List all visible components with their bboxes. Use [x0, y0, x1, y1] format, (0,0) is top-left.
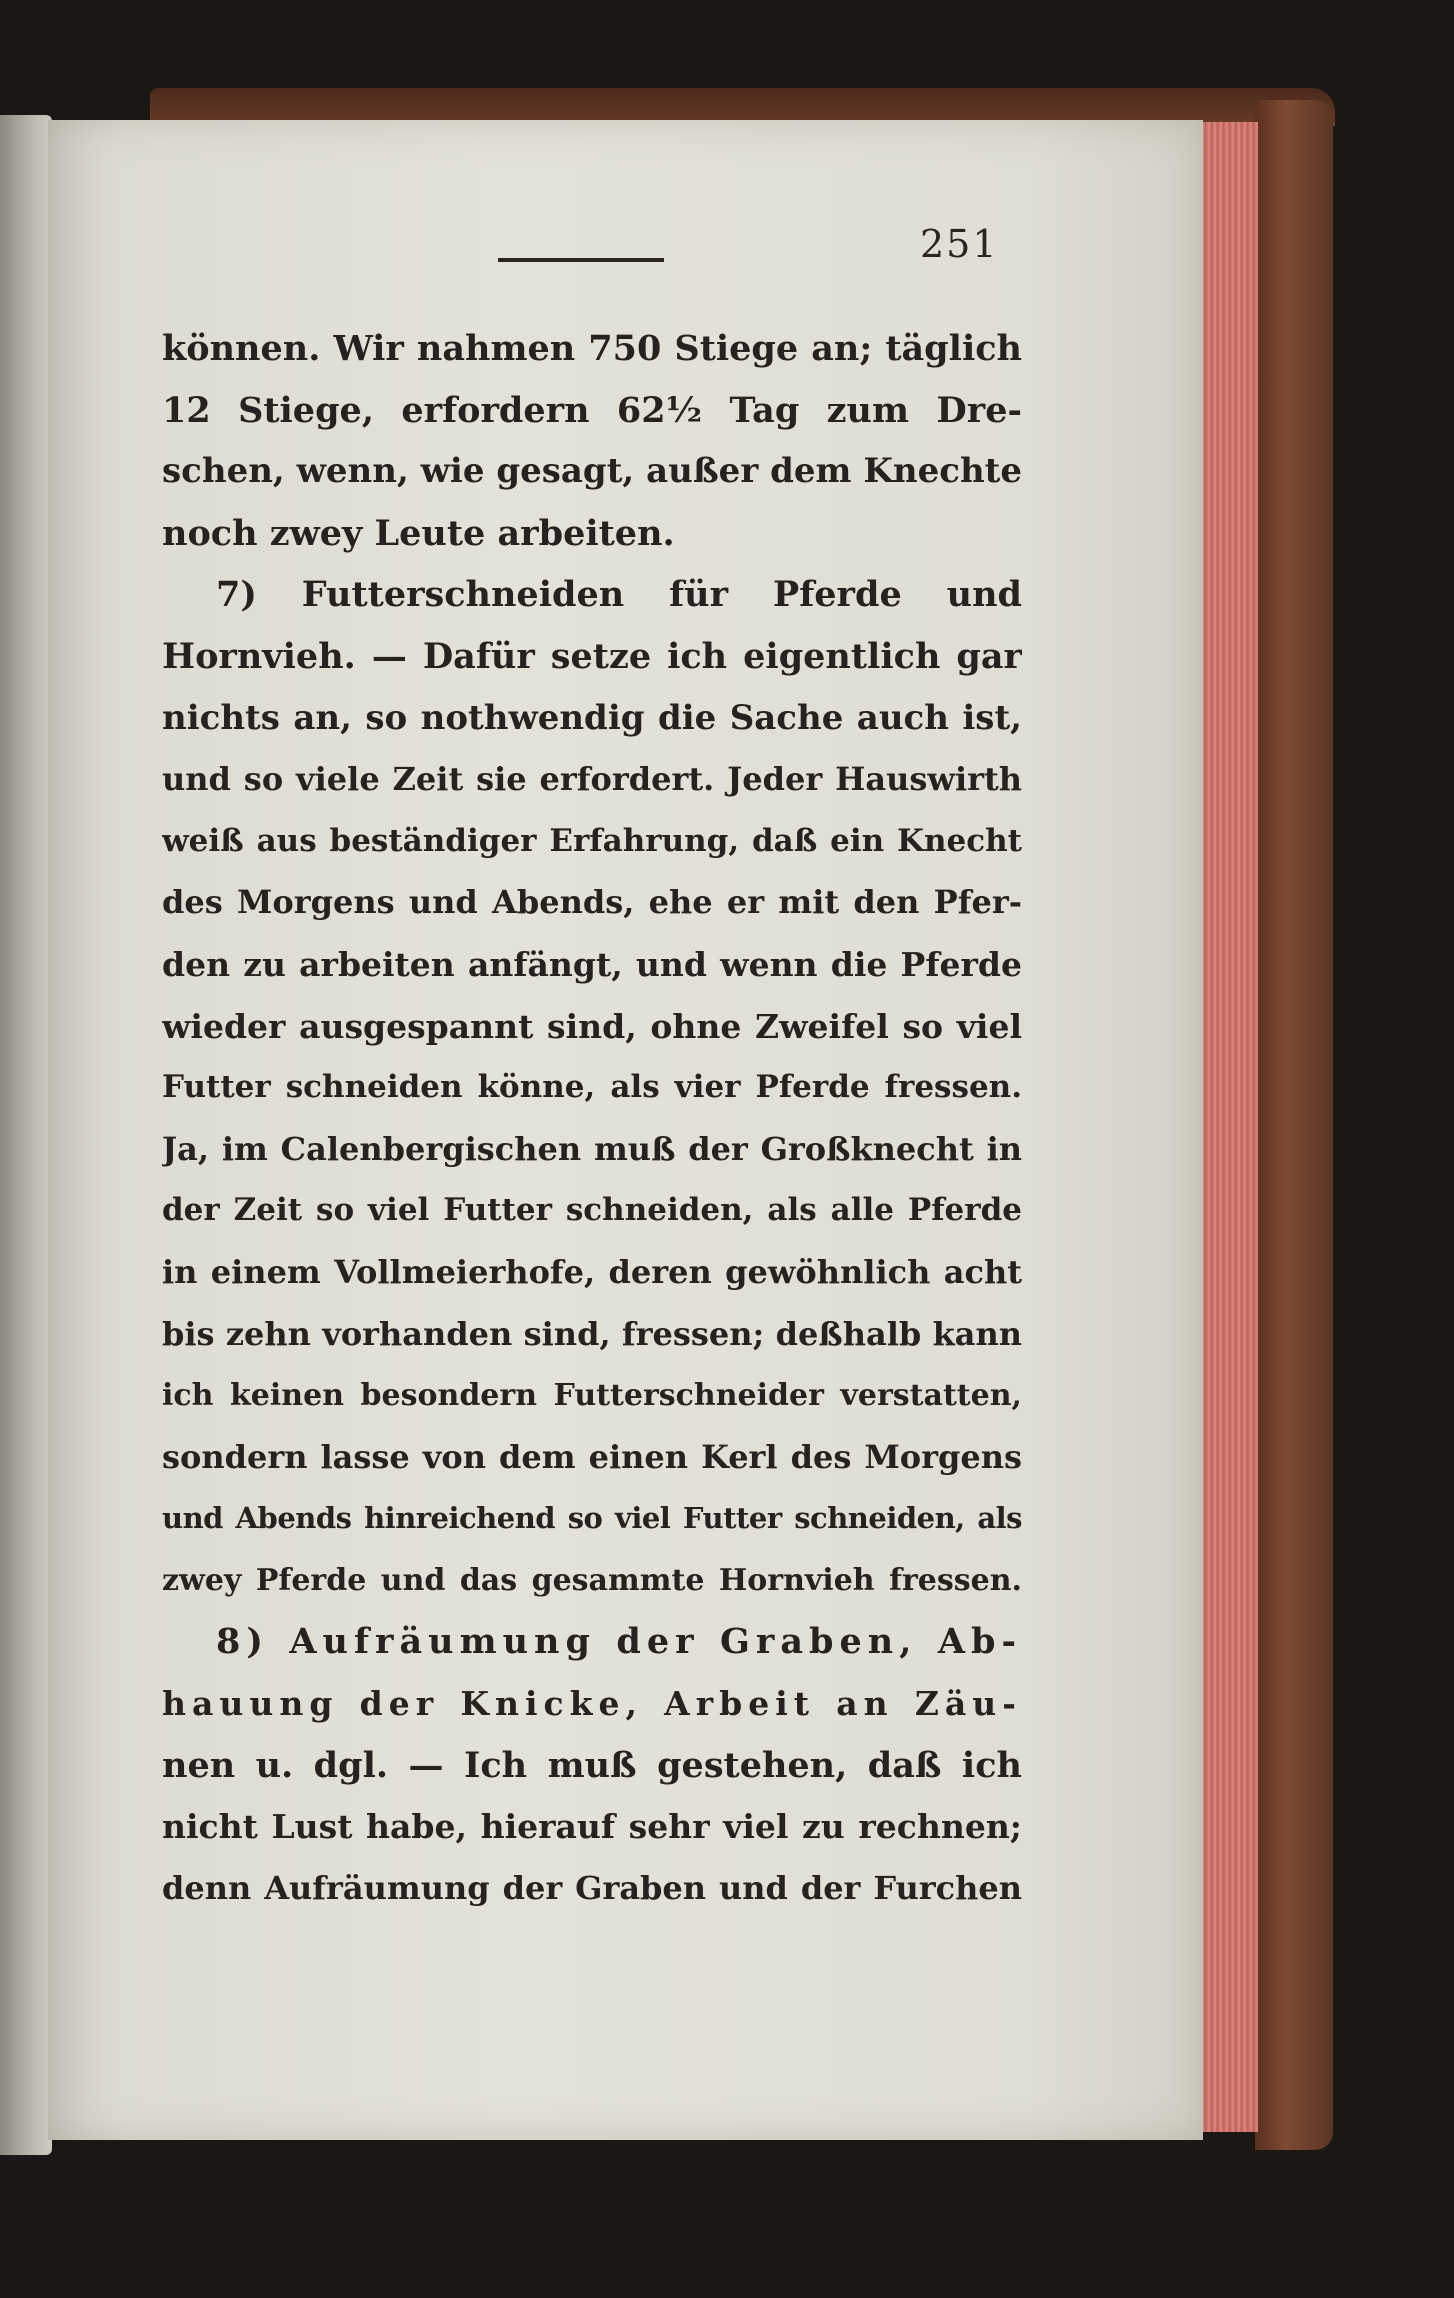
- page-text: [162, 318, 1022, 1919]
- text-line: den zu arbeiten anfängt, und wenn die Pferde: [162, 944, 1022, 984]
- text-line: ich keinen besondern Futterschneider verstatten,: [162, 1378, 1022, 1414]
- text-line: bis zehn vorhanden sind, fressen; deßhalb kann: [162, 1314, 1022, 1353]
- header-rule: [498, 258, 664, 262]
- text-line: denn Aufräumung der Graben und der Furchen: [162, 1868, 1022, 1907]
- red-page-edges: [1200, 122, 1258, 2132]
- text-line: des Morgens und Abends, ehe er mit den Pfer-: [162, 883, 1022, 922]
- text-line: 7) Futterschneiden für Pferde und: [216, 574, 1022, 616]
- text-line: zwey Pferde und das gesammte Hornvieh fressen.: [162, 1562, 1022, 1598]
- text-line: schen, wenn, wie gesagt, außer dem Knechte: [162, 451, 1022, 492]
- text-line: und so viele Zeit sie erfordert. Jeder Hauswirth: [162, 760, 1022, 799]
- text-line: 8) Aufräumung der Graben, Ab-: [216, 1621, 1022, 1663]
- text-line: wieder ausgespannt sind, ohne Zweifel so viel: [162, 1006, 1022, 1046]
- facing-page-edge: [0, 115, 52, 2155]
- text-line: Hornvieh. — Dafür setze ich eigentlich gar: [162, 635, 1022, 677]
- text-line: können. Wir nahmen 750 Stiege an; täglich: [162, 328, 1022, 369]
- text-line: 12 Stiege, erfordern 62½ Tag zum Dre-: [162, 389, 1022, 431]
- text-line: in einem Vollmeierhofe, deren gewöhnlich acht: [162, 1252, 1022, 1291]
- text-line: und Abends hinreichend so viel Futter schneiden, als: [162, 1501, 1022, 1536]
- text-line: Futter schneiden könne, als vier Pferde fressen.: [162, 1069, 1022, 1106]
- book-cover-spine: [1255, 100, 1333, 2150]
- text-line: hauung der Knicke, Arbeit an Zäu-: [162, 1684, 1022, 1724]
- text-line: nichts an, so nothwendig die Sache auch ist,: [162, 697, 1022, 738]
- text-line: der Zeit so viel Futter schneiden, als alle Pferde: [162, 1192, 1022, 1229]
- text-line: nicht Lust habe, hierauf sehr viel zu rechnen;: [162, 1807, 1022, 1847]
- text-line: weiß aus beständiger Erfahrung, daß ein Knecht: [162, 822, 1022, 859]
- text-line: nen u. dgl. — Ich muß gestehen, daß ich: [162, 1744, 1022, 1786]
- text-line: sondern lasse von dem einen Kerl des Morgens: [162, 1437, 1022, 1476]
- page-number: 251: [920, 222, 999, 266]
- text-line: noch zwey Leute arbeiten.: [162, 512, 675, 554]
- text-line: Ja, im Calenbergischen muß der Großknecht in: [162, 1129, 1022, 1168]
